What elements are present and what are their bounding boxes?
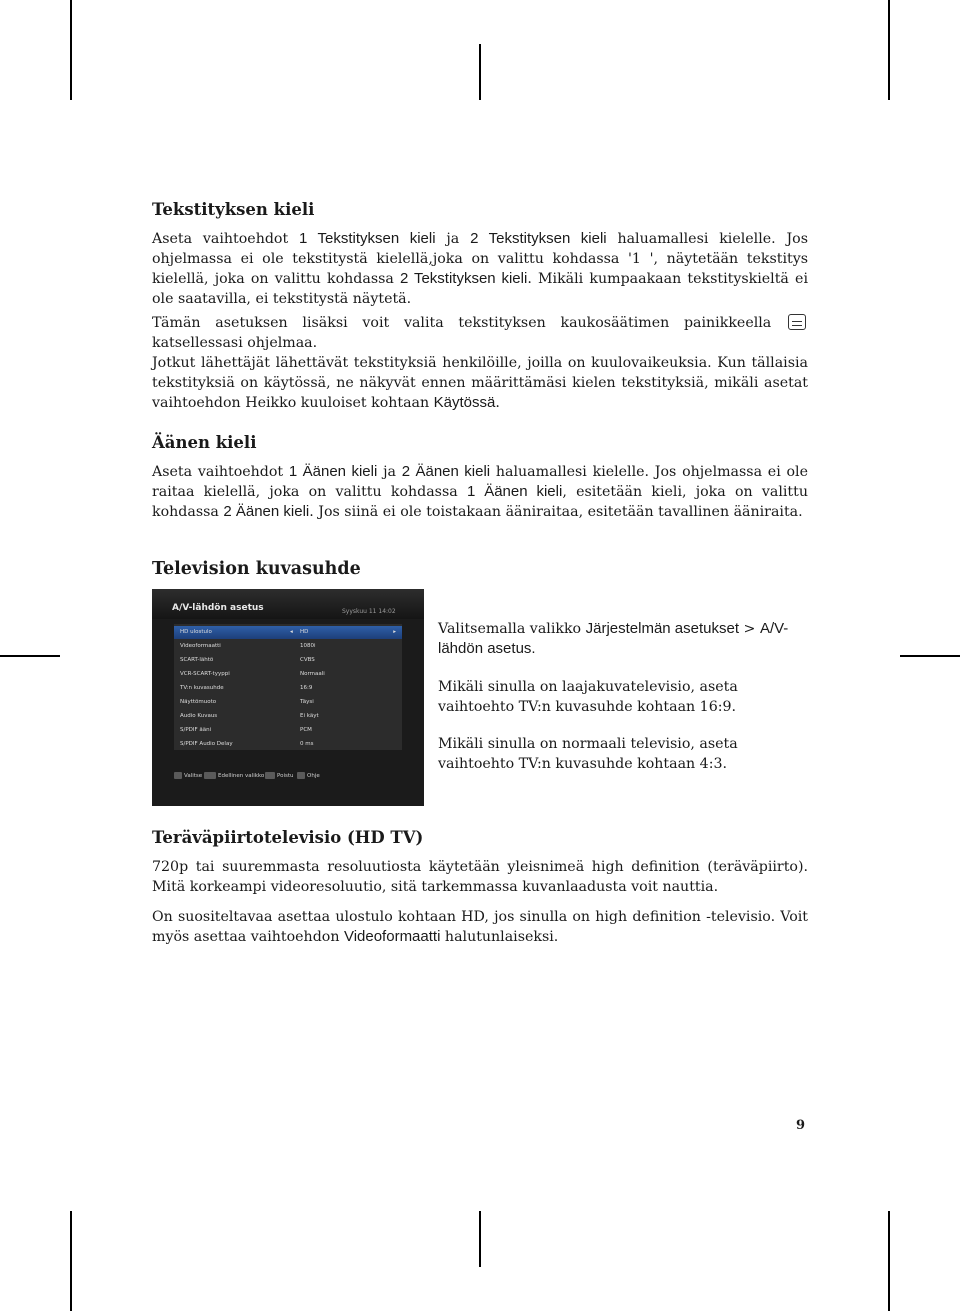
tv-menu-panel [174,624,402,750]
hdtv-paragraph-1: 720p tai suuremmasta resoluutiosta käytetään yleisnimeä high definition (teräväpiirto). Mitä korkeampi videoresoluutio, sitä tarkemmassa kuvanlaadusta voit nauttia. [152,859,808,895]
section-heading-aspect: Television kuvasuhde [152,559,361,579]
help-key-icon [297,772,305,779]
page-number: 9 [796,1118,806,1133]
subtitles-paragraph-2: Tämän asetuksen lisäksi voit valita tekstityksen kaukosäätimen painikkeella katsellessasi ohjelmaa. [152,313,808,353]
crop-mark [70,0,72,100]
footer-exit-label: Poistu [277,773,294,779]
tv-menu-row: Näyttömuoto Täysi [180,699,314,705]
crop-mark [888,0,890,100]
tv-menu-row: SCART-lähtö CVBS [180,657,315,663]
subtitles-paragraph-3: Jotkut lähettäjät lähettävät tekstityksiä henkilöille, joilla on kuulovaikeuksia. Kun tällaisia tekstityksiä on käytössä, ne näkyvät ennen määrittämäsi kielen tekstityksiä, mikäli asetat vaihtoehdon Heikko kuuloiset kohtaan Käytössä. [152,355,808,411]
aspect-paragraph-3: Mikäli sinulla on normaali televisio, aseta vaihtoehto TV:n kuvasuhde kohtaan 4:3. [438,736,738,772]
crop-mark [70,1211,72,1311]
section-heading-audio: Äänen kieli [152,433,257,452]
crop-mark [0,655,60,657]
tv-menu-row: S/PDIF Audio Delay 0 ms [180,741,314,747]
tv-menu-row: TV:n kuvasuhde 16:9 [180,685,313,691]
tv-menu-row: S/PDIF ääni PCM [180,727,312,733]
crop-mark [900,655,960,657]
section-heading-hdtv: Teräväpiirtotelevisio (HD TV) [152,828,424,847]
arrow-left-icon: ◂ [290,629,293,635]
footer-select-label: Valitse [184,773,203,779]
hdtv-paragraph-2: On suositeltavaa asettaa ulostulo kohtaan HD, jos sinulla on high definition -televisio. Voit myös asettaa vaihtoehdon Videoformaatti halutunlaiseksi. [152,909,808,945]
footer-prev-label: Edellinen valikko [218,773,265,779]
av-output-settings-screenshot [152,589,424,806]
crop-mark [479,44,481,100]
tv-menu-footer [152,769,424,785]
crop-mark [888,1211,890,1311]
tv-menu-date: Syyskuu 11 14:02 [342,608,396,615]
tv-menu-row: VCR-SCART-tyyppi Normaali [180,671,325,677]
aspect-instructions [438,619,808,774]
section-heading-subtitles: Tekstityksen kieli [152,200,315,219]
aspect-paragraph-1: Valitsemalla valikko Järjestelmän asetukset > A/V-lähdön asetus. [438,620,789,657]
tv-menu-row: Videoformaatti 1080i [180,643,316,649]
tv-menu-title: A/V-lähdön asetus [172,603,264,613]
crop-mark [479,1211,481,1267]
subtitle-button-icon [788,314,806,330]
arrow-right-icon: ▸ [393,629,396,635]
exit-key-icon [265,772,275,779]
audio-paragraph: Aseta vaihtoehdot 1 Äänen kieli ja 2 Äänen kieli haluamallesi kielelle. Jos ohjelmassa ei ole raitaa kielellä, joka on valittu kohdassa 1 Äänen kieli, esitetään kieli, joka on valittu kohdassa 2 Äänen kieli. Jos siinä ei ole toistakaan ääniraitaa, esitetään tavallinen ääniraita. [152,463,808,520]
tv-menu-row: HD ulostulo ◂ HD ▸ [174,626,402,639]
aspect-paragraph-2: Mikäli sinulla on laajakuvatelevisio, aseta vaihtoehto TV:n kuvasuhde kohtaan 16:9. [438,679,738,715]
tv-menu-row: Audio Kuvaus Ei käyt [180,713,319,719]
ok-key-icon [174,772,182,779]
menu-key-icon [204,772,216,779]
subtitles-paragraph-1: Aseta vaihtoehdot 1 Tekstityksen kieli ja 2 Tekstityksen kieli haluamallesi kielelle. Jos ohjelmassa ei ole tekstitystä kielellä,joka on valittu kohdassa '1 ', näytetään tekstitys kielellä, joka on valittu kohdassa 2 Tekstityksen kieli. Mikäli kumpaakaan tekstityskieltä ei ole saatavilla, ei tekstitystä näytetä. [152,230,808,307]
footer-help-label: Ohje [307,773,320,779]
